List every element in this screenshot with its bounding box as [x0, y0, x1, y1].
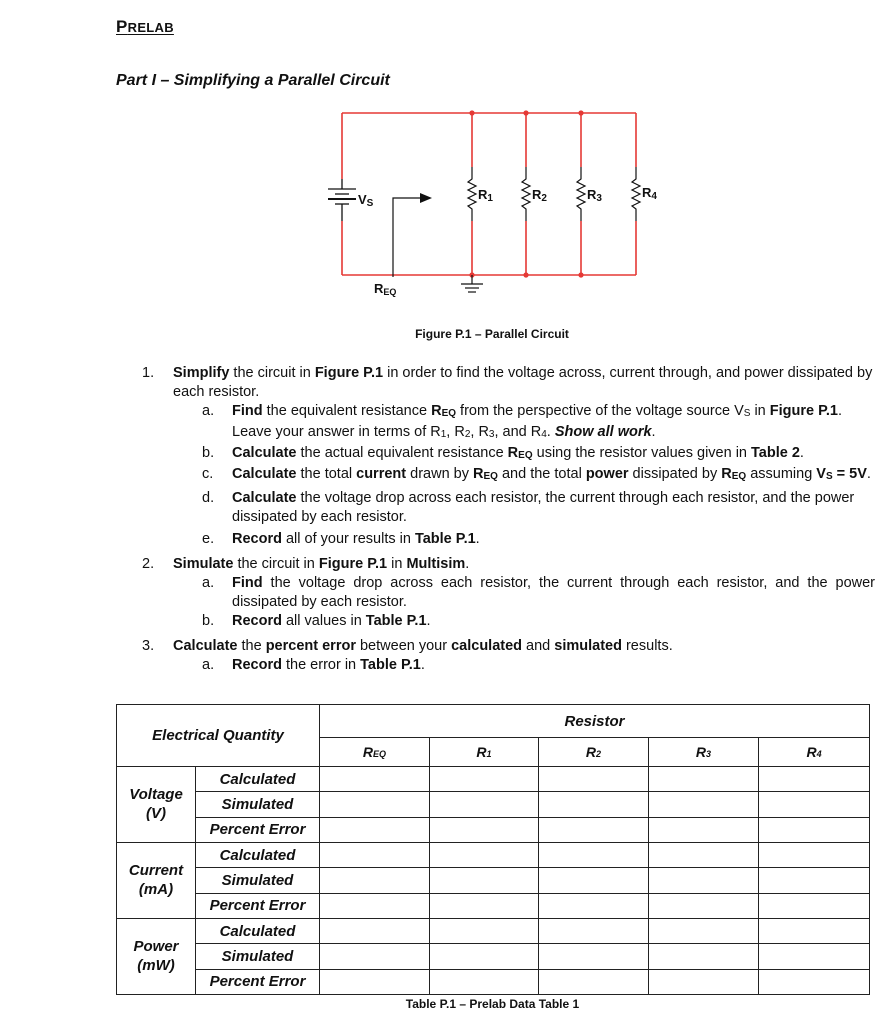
req-subscript: EQ — [441, 408, 457, 419]
sub-text: . — [426, 613, 431, 629]
row-label: Simulated — [196, 792, 320, 817]
table-cell[interactable] — [430, 817, 539, 842]
table-row — [117, 918, 870, 943]
group-label-voltage: Voltage (V) — [117, 767, 196, 843]
section-title: Part I – Simplifying a Parallel Circuit — [116, 72, 390, 89]
instruction-1b — [140, 444, 875, 465]
table-cell[interactable] — [430, 842, 539, 867]
table-cell[interactable] — [430, 918, 539, 943]
ground-icon — [461, 275, 483, 292]
row-label: Calculated — [196, 918, 320, 943]
figure-ref: Figure P.1 — [318, 556, 388, 572]
sub-text: . — [651, 424, 656, 440]
table-cell[interactable] — [649, 842, 759, 867]
figure-ref: Figure P.1 — [769, 403, 838, 419]
sub-letter: d. — [202, 490, 215, 506]
item-verb: Simplify — [173, 365, 230, 381]
sub-letter: a. — [202, 575, 215, 591]
sub-text: the voltage drop across each resistor, the current through each resistor, and the power dissipated by each resistor. — [232, 490, 855, 525]
table-row — [117, 969, 870, 994]
table-cell[interactable] — [320, 918, 430, 943]
instruction-1c — [140, 465, 875, 486]
table-cell[interactable] — [759, 842, 870, 867]
sub-verb: Find — [232, 575, 263, 591]
req-subscript: EQ — [518, 450, 533, 461]
instruction-1e — [140, 530, 875, 549]
sub-text: drawn by — [406, 466, 474, 482]
sub-letter: b. — [202, 613, 215, 629]
instruction-item-2 — [140, 555, 875, 574]
voltage-source-icon — [328, 179, 356, 221]
table-row — [117, 767, 870, 792]
table-cell[interactable] — [539, 918, 649, 943]
parallel-circuit-diagram — [310, 100, 660, 300]
sub-text: the voltage drop across each resistor, the current through each resistor, and the power dissipated by each resistor. — [232, 575, 875, 610]
req-arrow-icon — [393, 198, 422, 277]
emphasis-text: Show all work — [554, 424, 652, 440]
table-cell[interactable] — [759, 918, 870, 943]
table-cell[interactable] — [430, 944, 539, 969]
vs-value: = 5V — [832, 466, 867, 482]
req-symbol: R — [431, 403, 442, 419]
table-row — [117, 842, 870, 867]
item-text: results. — [621, 638, 673, 654]
table-cell[interactable] — [320, 767, 430, 792]
sub-verb: Record — [232, 657, 282, 673]
prelab-data-table — [116, 704, 870, 995]
table-cell[interactable] — [649, 918, 759, 943]
sub-text: all of your results in — [281, 531, 415, 547]
instruction-3a — [140, 656, 875, 675]
arrow-head-icon — [420, 193, 432, 203]
table-cell[interactable] — [320, 842, 430, 867]
vs-symbol: V — [816, 466, 826, 482]
item-text: in order to find the voltage across, current through, and power dissipated by each resistor. — [173, 365, 873, 400]
column-header-r3: R3 — [649, 738, 759, 767]
page-title — [116, 17, 174, 37]
item-text: . — [465, 556, 470, 572]
sub-text: , and R — [494, 424, 542, 440]
sub-letter: a. — [202, 403, 215, 419]
sub-text: the equivalent resistance — [262, 403, 432, 419]
table-cell[interactable] — [539, 868, 649, 893]
table-cell[interactable] — [759, 893, 870, 918]
sub-text: , R — [446, 424, 465, 440]
sub-verb: Find — [232, 403, 263, 419]
sub-text: the total — [296, 466, 357, 482]
item-verb: Calculate — [173, 638, 238, 654]
sub-text: assuming — [746, 466, 817, 482]
req-symbol: R — [721, 466, 732, 482]
instructions-list — [140, 364, 875, 675]
table-cell[interactable] — [320, 817, 430, 842]
sub-text: in — [750, 403, 770, 419]
table-ref: Table P.1 — [414, 531, 476, 547]
table-cell[interactable] — [649, 893, 759, 918]
table-cell[interactable] — [759, 868, 870, 893]
group-label-current: Current (mA) — [117, 842, 196, 918]
table-cell[interactable] — [539, 767, 649, 792]
table-cell[interactable] — [320, 944, 430, 969]
table-cell[interactable] — [649, 817, 759, 842]
sub-text: all values in — [281, 613, 366, 629]
figure-ref: Figure P.1 — [314, 365, 384, 381]
req-subscript: EQ — [731, 471, 747, 482]
row-label: Calculated — [196, 842, 320, 867]
sub-verb: Calculate — [232, 490, 297, 506]
table-cell[interactable] — [320, 893, 430, 918]
instruction-2a — [140, 574, 875, 612]
req-label: REQ — [374, 281, 397, 297]
table-cell[interactable] — [320, 969, 430, 994]
item-number: 1. — [142, 365, 155, 381]
r1-label: R1 — [478, 187, 493, 204]
r2-subscript: 2 — [464, 429, 471, 440]
req-symbol: R — [473, 466, 484, 482]
source-label: VS — [358, 192, 374, 209]
req-symbol: R — [507, 445, 519, 461]
r1-subscript: 1 — [440, 429, 447, 440]
table-cell[interactable] — [539, 817, 649, 842]
r4-subscript: 4 — [541, 429, 547, 440]
keyword: percent error — [265, 638, 356, 654]
item-number: 2. — [142, 556, 155, 572]
column-header-r2: R2 — [539, 738, 649, 767]
table-caption: Table P.1 – Prelab Data Table 1 — [405, 997, 580, 1011]
instruction-item-3 — [140, 637, 875, 656]
sub-letter: e. — [202, 531, 215, 547]
table-cell[interactable] — [430, 767, 539, 792]
row-label: Percent Error — [196, 969, 320, 994]
item-number: 3. — [142, 638, 155, 654]
table-cell[interactable] — [539, 893, 649, 918]
table-cell[interactable] — [649, 944, 759, 969]
row-label: Percent Error — [196, 817, 320, 842]
sub-text: . — [475, 531, 480, 547]
req-subscript: EQ — [483, 471, 498, 482]
table-cell[interactable] — [539, 842, 649, 867]
table-cell[interactable] — [539, 944, 649, 969]
table-cell[interactable] — [759, 969, 870, 994]
resistor-header: Resistor — [320, 705, 870, 738]
keyword: power — [585, 466, 629, 482]
table-cell[interactable] — [539, 792, 649, 817]
instruction-1d — [140, 489, 875, 527]
row-label: Simulated — [196, 944, 320, 969]
sub-text: from the perspective of the voltage source V — [456, 403, 744, 419]
r3-label: R3 — [587, 187, 602, 204]
sub-verb: Calculate — [232, 466, 297, 482]
r2-label: R2 — [532, 187, 547, 204]
row-label: Percent Error — [196, 893, 320, 918]
software-name: Multisim — [406, 556, 466, 572]
table-ref: Table P.1 — [360, 657, 421, 673]
vs-subscript: S — [825, 471, 833, 482]
item-verb: Simulate — [173, 556, 234, 572]
resistor-icons — [468, 167, 640, 221]
table-cell[interactable] — [649, 792, 759, 817]
item-text: in — [387, 556, 407, 572]
table-ref: Table P.1 — [365, 613, 427, 629]
table-cell[interactable] — [759, 817, 870, 842]
keyword: current — [356, 466, 407, 482]
r4-label: R4 — [642, 185, 657, 202]
sub-letter: a. — [202, 657, 215, 673]
sub-text: . — [546, 424, 555, 440]
table-ref: Table 2 — [751, 445, 800, 461]
column-header-r1: R1 — [430, 738, 539, 767]
instruction-2b — [140, 612, 875, 631]
item-text: between your — [355, 638, 452, 654]
table-cell[interactable] — [759, 767, 870, 792]
keyword: calculated — [451, 638, 523, 654]
table-cell[interactable] — [539, 969, 649, 994]
item-text: the circuit in — [229, 365, 315, 381]
item-text: and — [522, 638, 555, 654]
sub-text: . — [420, 657, 425, 673]
table-cell[interactable] — [649, 969, 759, 994]
table-cell[interactable] — [320, 868, 430, 893]
table-row — [117, 893, 870, 918]
sub-text: , R — [470, 424, 489, 440]
item-text: the circuit in — [233, 556, 319, 572]
table-row — [117, 944, 870, 969]
column-header-r4: R4 — [759, 738, 870, 767]
row-label: Simulated — [196, 868, 320, 893]
table-row — [117, 868, 870, 893]
vs-subscript: S — [743, 408, 751, 419]
page-title-initial: P — [116, 17, 128, 36]
sub-verb: Record — [232, 531, 282, 547]
sub-text: the error in — [281, 657, 361, 673]
sub-text: . Leave your answer in terms of R — [232, 403, 843, 440]
table-cell[interactable] — [430, 868, 539, 893]
table-cell[interactable] — [759, 944, 870, 969]
keyword: simulated — [554, 638, 622, 654]
sub-text: the actual equivalent resistance — [296, 445, 508, 461]
figure-caption: Figure P.1 – Parallel Circuit — [415, 327, 569, 341]
sub-verb: Record — [232, 613, 282, 629]
table-row — [117, 817, 870, 842]
instruction-1a — [140, 402, 875, 444]
instruction-item-1 — [140, 364, 875, 402]
electrical-quantity-header: Electrical Quantity — [117, 705, 320, 767]
sub-letter: c. — [202, 466, 214, 482]
table-cell[interactable] — [649, 868, 759, 893]
row-label: Calculated — [196, 767, 320, 792]
table-cell[interactable] — [430, 969, 539, 994]
sub-verb: Calculate — [232, 445, 297, 461]
sub-text: and the total — [497, 466, 586, 482]
sub-text: using the resistor values given in — [532, 445, 752, 461]
table-cell[interactable] — [320, 792, 430, 817]
sub-text: dissipated by — [628, 466, 722, 482]
group-label-power: Power (mW) — [117, 918, 196, 994]
page-title-rest: RELAB — [127, 20, 174, 35]
sub-letter: b. — [202, 445, 215, 461]
r3-subscript: 3 — [488, 429, 495, 440]
column-header-req: REQ — [320, 738, 430, 767]
table-cell[interactable] — [759, 792, 870, 817]
sub-text: . — [866, 466, 871, 482]
table-row — [117, 792, 870, 817]
table-cell[interactable] — [649, 767, 759, 792]
table-cell[interactable] — [430, 792, 539, 817]
item-text: the — [237, 638, 266, 654]
table-cell[interactable] — [430, 893, 539, 918]
sub-text: . — [799, 445, 804, 461]
